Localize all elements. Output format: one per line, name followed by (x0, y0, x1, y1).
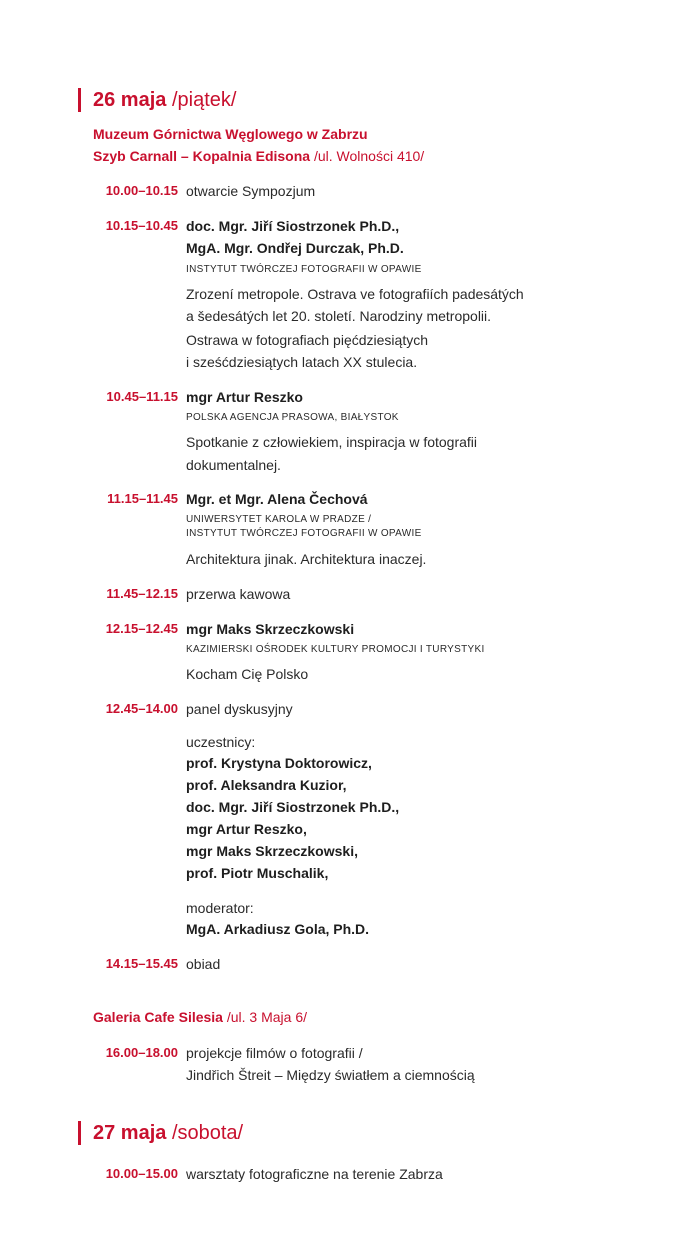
speaker-name: doc. Mgr. Jiří Siostrzonek Ph.D., (186, 218, 400, 234)
talk-title-line: dokumentalnej. (186, 457, 281, 473)
participant: doc. Mgr. Jiří Siostrzonek Ph.D., (186, 799, 400, 815)
event-title: projekcje filmów o fotografii / (186, 1045, 363, 1061)
event-title: panel dyskusyjny (186, 701, 293, 717)
participants-label: uczestnicy: (186, 734, 256, 750)
participant: prof. Aleksandra Kuzior, (186, 777, 347, 793)
participant: prof. Krystyna Doktorowicz, (186, 755, 372, 771)
event-title: Jindřich Štreit – Między światłem a ciemnością (186, 1067, 475, 1083)
participant: prof. Piotr Muschalik, (186, 865, 329, 881)
participant: mgr Maks Skrzeczkowski, (186, 843, 358, 859)
institution: INSTYTUT TWÓRCZEJ FOTOGRAFII W OPAWIE (186, 264, 422, 275)
time-slot: 11.45–12.15 (106, 586, 178, 601)
institution: KAZIMIERSKI OŚRODEK KULTURY PROMOCJI I TURYSTYKI (186, 644, 485, 655)
moderator-label: moderator: (186, 900, 254, 916)
talk-title-line: Spotkanie z człowiekiem, inspiracja w fotografii (186, 434, 478, 450)
institution: UNIWERSYTET KAROLA W PRADZE / (186, 514, 372, 525)
venue-2 (93, 1006, 307, 1028)
talk-title-line: i sześćdziesiątych latach XX stulecia. (186, 354, 418, 370)
talk-title-line: Architektura jinak. Architektura inaczej. (186, 551, 427, 567)
event-title: otwarcie Sympozjum (186, 183, 316, 199)
venue-line-1: Muzeum Górnictwa Węglowego w Zabrzu (93, 126, 368, 142)
time-slot: 16.00–18.00 (105, 1045, 178, 1060)
speaker-name: mgr Maks Skrzeczkowski (186, 621, 355, 637)
time-slot: 10.00–15.00 (105, 1166, 178, 1181)
institution: INSTYTUT TWÓRCZEJ FOTOGRAFII W OPAWIE (186, 528, 422, 539)
moderator-name: MgA. Arkadiusz Gola, Ph.D. (186, 921, 370, 937)
venue-line-2: Szyb Carnall – Kopalnia Edisona (93, 148, 311, 164)
venue-address: /ul. Wolności 410/ (313, 148, 425, 164)
time-slot: 12.45–14.00 (105, 701, 178, 716)
time-slot: 10.15–10.45 (105, 218, 178, 233)
participant: mgr Artur Reszko, (186, 821, 307, 837)
event-title: przerwa kawowa (186, 586, 291, 602)
speaker-name: Mgr. et Mgr. Alena Čechová (186, 491, 368, 507)
day-heading-2 (78, 1121, 243, 1145)
venue-name: Galeria Cafe Silesia (93, 1009, 223, 1025)
talk-title-line: Kocham Cię Polsko (186, 666, 309, 682)
day-weekday: /sobota/ (171, 1122, 244, 1144)
institution: POLSKA AGENCJA PRASOWA, BIAŁYSTOK (186, 412, 399, 423)
venue-address: /ul. 3 Maja 6/ (226, 1009, 308, 1025)
speaker-name: mgr Artur Reszko (186, 389, 303, 405)
time-slot: 12.15–12.45 (105, 621, 178, 636)
event-title: warsztaty fotograficzne na terenie Zabrza (186, 1166, 443, 1182)
time-slot: 10.45–11.15 (106, 389, 178, 404)
talk-title-line: Ostrawa w fotografiach pięćdziesiątych (186, 332, 428, 348)
time-slot: 14.15–15.45 (105, 956, 178, 971)
talk-title-line: Zrození metropole. Ostrava ve fotografiích padesátých (186, 286, 524, 302)
day-weekday: /piątek/ (171, 89, 237, 111)
time-slot: 10.00–10.15 (105, 183, 178, 198)
speaker-name: MgA. Mgr. Ondřej Durczak, Ph.D. (186, 240, 404, 256)
day-date: 26 maja (93, 89, 167, 111)
talk-title-line: a šedesátých let 20. století. Narodziny metropolii. (186, 308, 492, 324)
day-date: 27 maja (93, 1122, 167, 1144)
event-title: obiad (186, 956, 221, 972)
day-heading-1 (78, 88, 236, 112)
venue-1 (93, 123, 424, 167)
time-slot: 11.15–11.45 (107, 491, 178, 506)
